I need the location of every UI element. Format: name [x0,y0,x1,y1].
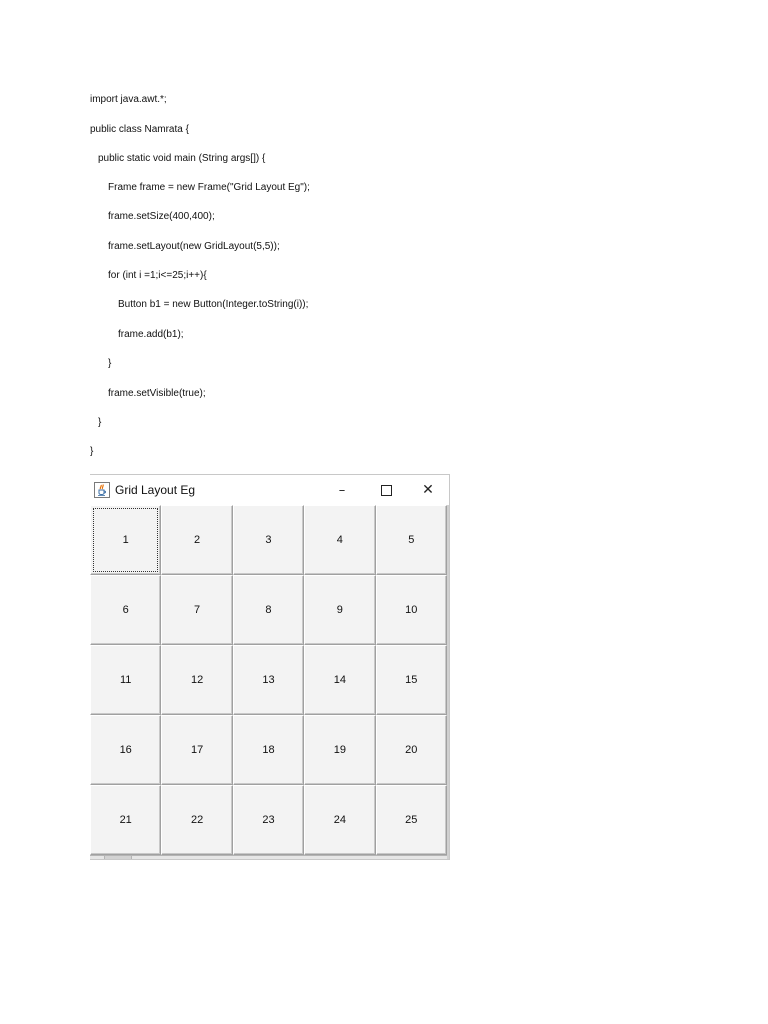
java-cup-icon [94,482,110,498]
grid-button[interactable]: 11 [90,645,161,715]
close-icon: ✕ [422,482,434,498]
code-line: Button b1 = new Button(Integer.toString(i)); [118,299,309,310]
code-line: frame.add(b1); [118,329,184,340]
grid-button[interactable]: 14 [304,645,375,715]
grid-button[interactable]: 23 [233,785,304,855]
code-line: } [98,417,102,428]
grid-button[interactable]: 3 [233,505,304,575]
grid-button[interactable]: 1 [90,505,161,575]
code-line: frame.setSize(400,400); [108,211,215,222]
grid-button[interactable]: 13 [233,645,304,715]
code-line: frame.setVisible(true); [108,388,206,399]
grid-button[interactable]: 20 [376,715,447,785]
grid-button[interactable]: 9 [304,575,375,645]
window-titlebar[interactable] [90,475,450,505]
grid-button[interactable]: 24 [304,785,375,855]
code-line: for (int i =1;i<=25;i++){ [108,270,207,281]
grid-button[interactable]: 17 [161,715,232,785]
code-line: public class Namrata { [90,124,189,135]
maximize-icon [381,485,392,496]
grid-button[interactable]: 4 [304,505,375,575]
code-line: frame.setLayout(new GridLayout(5,5)); [108,241,280,252]
button-grid [90,505,447,855]
grid-button[interactable]: 16 [90,715,161,785]
window-title: Grid Layout Eg [115,483,196,497]
window-bottom-strip [90,855,447,860]
code-line: public static void main (String args[]) { [98,153,266,164]
code-line: import java.awt.*; [90,94,167,105]
code-line: } [90,446,94,457]
bottom-tab [104,856,132,860]
grid-layout-window [90,474,450,860]
grid-button[interactable]: 12 [161,645,232,715]
grid-button[interactable]: 15 [376,645,447,715]
grid-button[interactable]: 7 [161,575,232,645]
window-right-edge [447,505,449,860]
code-line: Frame frame = new Frame("Grid Layout Eg"); [108,182,310,193]
close-button[interactable] [406,475,450,505]
grid-button[interactable]: 21 [90,785,161,855]
grid-button[interactable]: 25 [376,785,447,855]
code-line: } [108,358,112,369]
grid-button[interactable]: 18 [233,715,304,785]
maximize-button[interactable] [364,475,408,505]
minimize-button[interactable] [320,475,364,505]
grid-button[interactable]: 10 [376,575,447,645]
grid-button[interactable]: 19 [304,715,375,785]
grid-button[interactable]: 8 [233,575,304,645]
grid-button[interactable]: 6 [90,575,161,645]
minimize-icon: – [338,482,346,498]
grid-button[interactable]: 22 [161,785,232,855]
grid-button[interactable]: 2 [161,505,232,575]
grid-button[interactable]: 5 [376,505,447,575]
